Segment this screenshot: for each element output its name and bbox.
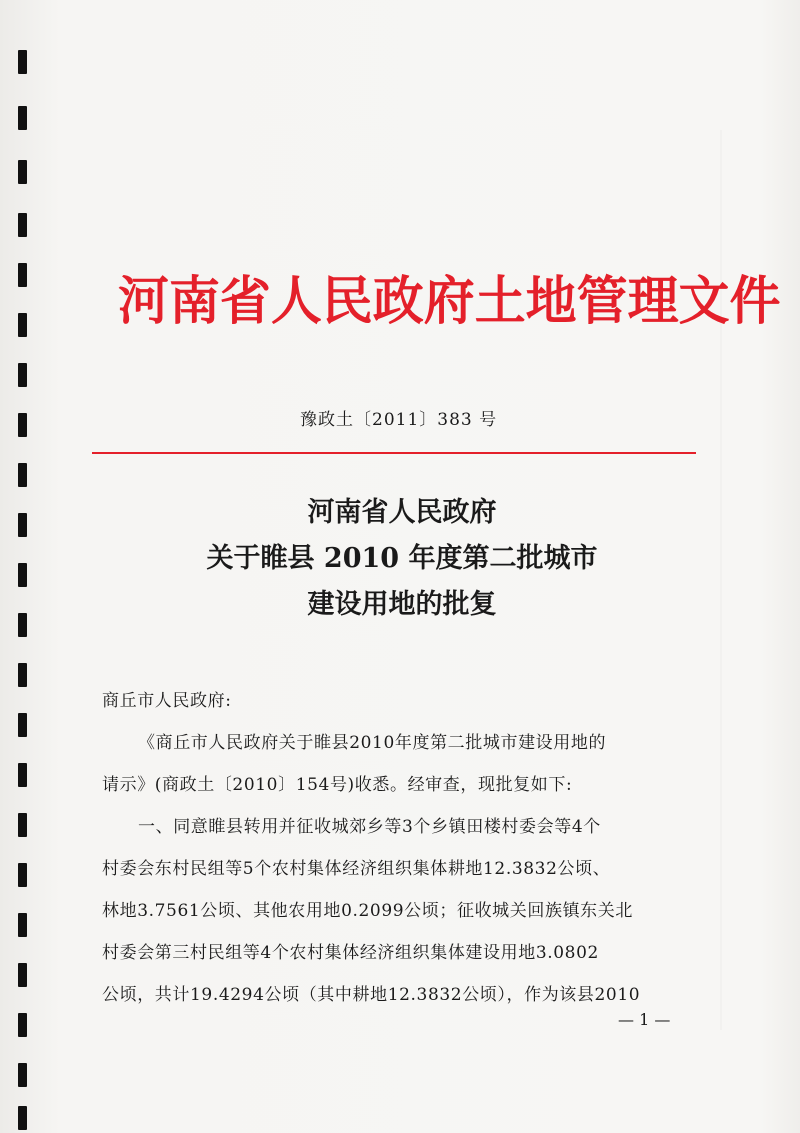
binding-hole [18, 663, 27, 687]
document-header-title: 河南省人民政府土地管理文件 [118, 272, 781, 332]
binding-hole [18, 313, 27, 337]
binding-hole [18, 463, 27, 487]
body-line: 请示》(商政土〔2010〕154号)收悉。经审查，现批复如下: [102, 775, 573, 795]
binding-hole [18, 863, 27, 887]
binding-hole [18, 563, 27, 587]
addressee: 商丘市人民政府: [102, 691, 232, 711]
binding-hole [18, 513, 27, 537]
body-line: 《商丘市人民政府关于睢县2010年度第二批城市建设用地的 [138, 733, 607, 753]
binding-hole [18, 50, 27, 74]
page-number: — 1 — [618, 1010, 671, 1029]
binding-hole [18, 106, 27, 130]
binding-hole [18, 413, 27, 437]
document-subject [92, 490, 712, 628]
binding-hole [18, 713, 27, 737]
binding-hole [18, 913, 27, 937]
document-body [102, 680, 722, 1016]
binding-holes [18, 0, 32, 1133]
subject-line: 河南省人民政府 [307, 497, 497, 528]
binding-hole [18, 1106, 27, 1130]
binding-hole [18, 813, 27, 837]
binding-hole [18, 963, 27, 987]
binding-hole [18, 613, 27, 637]
body-line: 一、同意睢县转用并征收城郊乡等3个乡镇田楼村委会等4个 [138, 817, 601, 837]
binding-hole [18, 1063, 27, 1087]
document-number: 豫政土〔2011〕383 号 [300, 410, 498, 430]
binding-hole [18, 213, 27, 237]
body-line: 村委会东村民组等5个农村集体经济组织集体耕地12.3832公顷、 [102, 859, 611, 879]
body-line: 林地3.7561公顷、其他农用地0.2099公顷；征收城关回族镇东关北 [102, 901, 633, 921]
binding-hole [18, 160, 27, 184]
subject-line: 建设用地的批复 [307, 589, 497, 620]
binding-hole [18, 363, 27, 387]
body-line: 村委会第三村民组等4个农村集体经济组织集体建设用地3.0802 [102, 943, 599, 963]
body-line: 公顷，共计19.4294公顷（其中耕地12.3832公顷），作为该县2010 [102, 985, 641, 1005]
binding-hole [18, 1013, 27, 1037]
binding-hole [18, 763, 27, 787]
red-divider [92, 452, 696, 454]
subject-line: 关于睢县 2010 年度第二批城市 [206, 543, 598, 574]
binding-hole [18, 263, 27, 287]
